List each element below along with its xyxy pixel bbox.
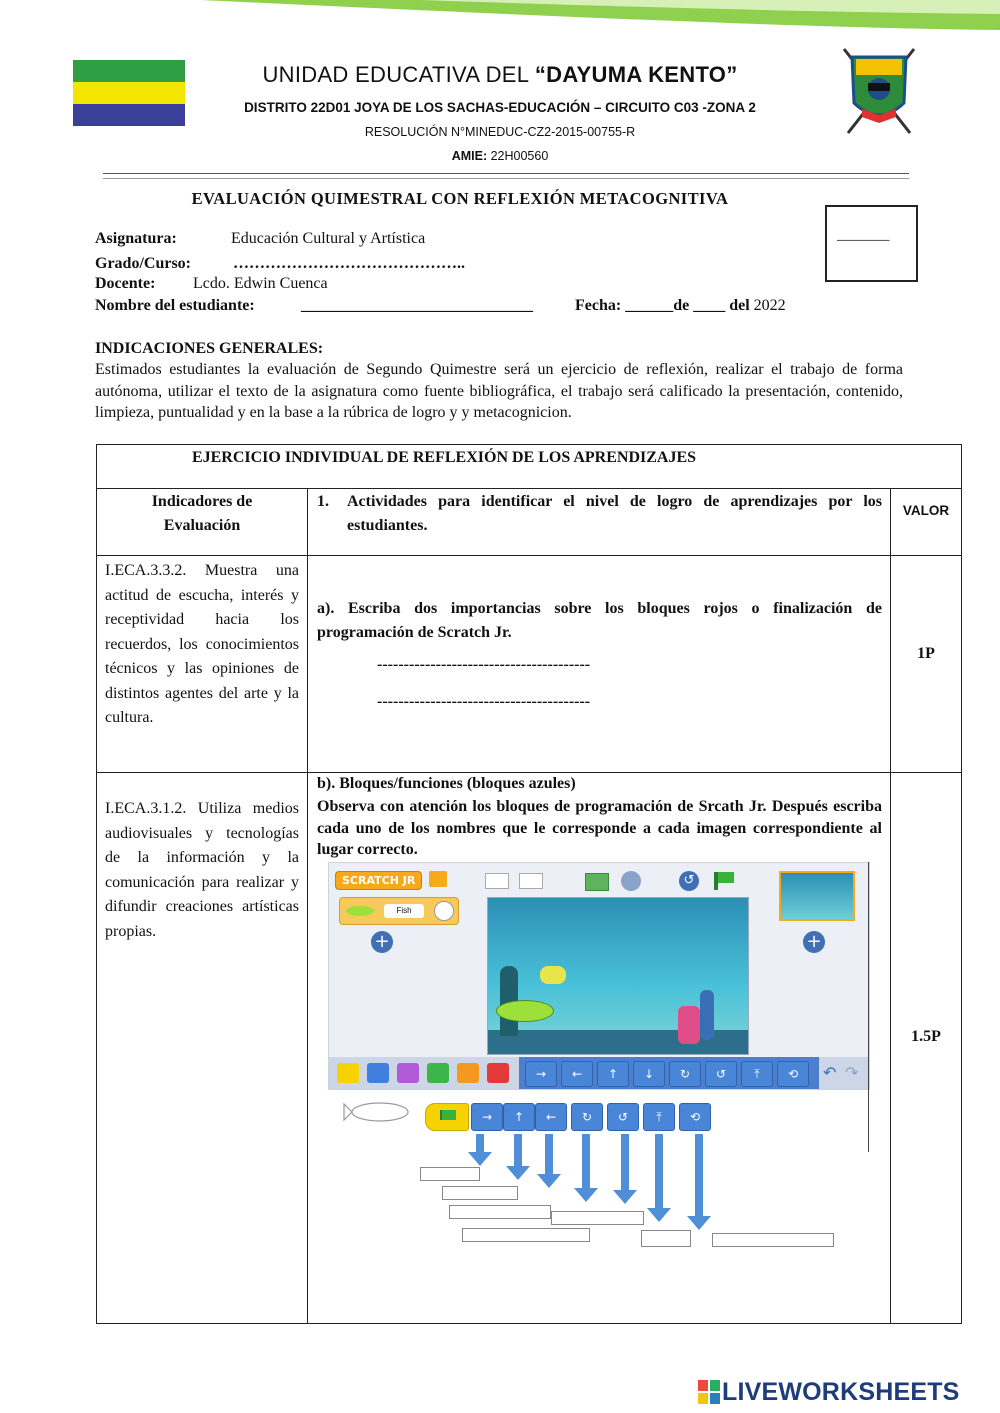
ecuador-province-flag (73, 60, 185, 126)
col-activities-num: 1. (317, 493, 329, 510)
instructions-heading: INDICACIONES GENERALES: (95, 340, 324, 357)
subject-value: Educación Cultural y Artística (231, 230, 426, 247)
background-icon[interactable] (585, 873, 609, 891)
script-block-move-right[interactable]: → (471, 1103, 503, 1131)
arrow-5-head (613, 1190, 637, 1204)
palette-category-sound[interactable] (427, 1063, 449, 1083)
grade-label: Grado/Curso: (95, 255, 191, 272)
script-block-strip (425, 1103, 715, 1131)
text-icon[interactable] (621, 871, 641, 891)
table-col-line-1 (307, 488, 308, 1324)
script-flag-icon (440, 1110, 456, 1120)
arrow-2-shaft (514, 1134, 522, 1168)
date-label: Fecha: (575, 297, 622, 314)
answer-box-4[interactable] (551, 1211, 644, 1225)
fish-sprite[interactable] (496, 1000, 554, 1022)
palette-category-control[interactable] (457, 1063, 479, 1083)
row2-value: 1.5P (911, 1028, 941, 1045)
school-crest-logo (838, 45, 920, 137)
block-palette-bar (329, 1057, 870, 1090)
palette-block-move-down[interactable]: ↓ (633, 1061, 665, 1087)
arrow-6-head (647, 1208, 671, 1222)
script-block-turn-right[interactable]: ↻ (571, 1103, 603, 1131)
row1-question: a). Escriba dos importancias sobre los bloques rojos o finalización de programación de Scratch Jr. (317, 600, 882, 641)
school-prefix: UNIDAD EDUCATIVA DEL (262, 62, 535, 87)
arrow-7-shaft (695, 1134, 703, 1218)
evaluation-title: EVALUACIÓN QUIMESTRAL CON REFLEXIÓN METACOGNITIVA (191, 189, 729, 208)
answer-box-2[interactable] (442, 1186, 518, 1200)
reset-icon[interactable]: ↺ (679, 871, 699, 891)
script-block-hop[interactable]: ⤒ (643, 1103, 675, 1131)
table-col-line-2 (890, 488, 891, 1324)
answer-box-3[interactable] (449, 1205, 551, 1219)
green-flag-cloth-icon[interactable] (718, 872, 734, 883)
answer-box-1[interactable] (420, 1167, 480, 1181)
arrow-4-shaft (582, 1134, 590, 1190)
row1-value: 1P (917, 645, 935, 662)
palette-block-turn-right[interactable]: ↻ (669, 1061, 701, 1087)
flag-stripe-blue (73, 104, 185, 126)
grade-row (95, 255, 515, 273)
palette-category-end[interactable] (487, 1063, 509, 1083)
table-line-3 (96, 772, 962, 773)
arrow-5-shaft (621, 1134, 629, 1192)
student-line: _____________________________ (301, 297, 533, 314)
table-line-1 (96, 488, 962, 489)
row2-indicator: I.ECA.3.1.2. Utiliza medios audiovisuales y tecnologías de la información y la comunicación para realizar y difundir creaciones artísticas propias. (105, 800, 299, 940)
subject-row (95, 230, 426, 248)
fish-outline-icon (342, 1096, 414, 1128)
top-wave-decoration (0, 0, 1000, 40)
palette-block-move-up[interactable]: ↑ (597, 1061, 629, 1087)
palette-category-motion[interactable] (367, 1063, 389, 1083)
row2-question-title: b). Bloques/funciones (bloques azules) (317, 775, 576, 792)
arrow-3-shaft (545, 1134, 553, 1176)
arrow-7-head (687, 1216, 711, 1230)
arrow-6-shaft (655, 1134, 663, 1210)
subject-label: Asignatura: (95, 230, 177, 247)
coral-pink (678, 1006, 700, 1044)
date-del: del (729, 297, 750, 314)
fullscreen-icon[interactable] (485, 873, 509, 889)
col-value-header: VALOR (902, 503, 950, 518)
school-title (185, 62, 815, 88)
sprite-name: Fish (384, 904, 424, 918)
teacher-value: Lcdo. Edwin Cuenca (193, 275, 328, 292)
scratch-logo: SCRATCH JR (335, 871, 422, 890)
redo-icon[interactable]: ↷ (845, 1063, 859, 1082)
row1-answer-line-1: ---------------------------------------- (377, 656, 591, 673)
grid-icon[interactable] (519, 873, 543, 889)
arrow-4-head (574, 1188, 598, 1202)
date-de: de (673, 297, 690, 314)
date-blank-month: ____ (693, 297, 726, 314)
col-indicators-header: Indicadores de Evaluación (151, 493, 253, 534)
teacher-row (95, 275, 495, 293)
date-group (575, 297, 786, 315)
add-scene-button[interactable]: + (803, 931, 825, 953)
add-sprite-button[interactable]: + (371, 931, 393, 953)
amie-line (185, 149, 815, 163)
table-line-2 (96, 555, 962, 556)
liveworksheets-logo-icon (698, 1380, 720, 1404)
palette-category-looks[interactable] (397, 1063, 419, 1083)
amie-value: 22H00560 (487, 149, 549, 163)
script-block-move-up[interactable]: ↑ (503, 1103, 535, 1131)
grade-value: …………………………………….. (233, 255, 465, 272)
palette-block-move-right[interactable]: → (525, 1061, 557, 1087)
district-line: DISTRITO 22D01 JOYA DE LOS SACHAS-EDUCACIÓN – CIRCUITO C03 -ZONA 2 (244, 100, 756, 115)
header-divider-bottom (103, 178, 909, 179)
arrow-3-head (537, 1174, 561, 1188)
student-row (95, 297, 835, 315)
undo-icon[interactable]: ↶ (823, 1063, 837, 1082)
paint-brush-icon[interactable] (434, 901, 454, 921)
coral-yellow (540, 966, 566, 984)
script-block-go-home[interactable]: ⟲ (679, 1103, 711, 1131)
liveworksheets-logo-text: LIVEWORKSHEETS (722, 1378, 960, 1406)
arrow-2-head (506, 1166, 530, 1180)
sprite-card[interactable] (339, 897, 459, 925)
answer-box-5[interactable] (462, 1228, 590, 1242)
script-block-move-left[interactable]: ← (535, 1103, 567, 1131)
answer-box-6[interactable] (641, 1230, 691, 1247)
script-green-flag-block[interactable] (425, 1103, 469, 1131)
palette-block-go-home[interactable]: ⟲ (777, 1061, 809, 1087)
arrow-1-shaft (476, 1134, 484, 1154)
palette-block-hop[interactable]: ⤒ (741, 1061, 773, 1087)
answer-box-7[interactable] (712, 1233, 834, 1247)
school-name: “DAYUMA KENTO” (534, 62, 738, 87)
scratch-jr-screenshot (328, 862, 870, 1090)
date-blank-day: ______ (625, 297, 674, 314)
palette-category-triggers[interactable] (337, 1063, 359, 1083)
flag-stripe-yellow (73, 82, 185, 104)
teacher-label: Docente: (95, 275, 156, 292)
home-icon[interactable] (429, 871, 447, 887)
date-year: 2022 (749, 297, 786, 314)
grade-box-line: _______ (837, 227, 890, 243)
palette-block-move-left[interactable]: ← (561, 1061, 593, 1087)
student-label: Nombre del estudiante: (95, 297, 255, 314)
coral-blue (700, 990, 714, 1040)
row1-indicator: I.ECA.3.3.2. Muestra una actitud de escucha, interés y receptividad hacia los recuerdos, los conocimientos técnicos y las opiniones de distintos agentes del arte y la cultura. (105, 562, 299, 726)
flag-stripe-green (73, 60, 185, 82)
row1-answer-line-2: ---------------------------------------- (377, 693, 591, 710)
scene-thumbnail[interactable] (779, 871, 855, 921)
instructions-text: Estimados estudiantes la evaluación de Segundo Quimestre será un ejercicio de reflexión, realizar el trabajo de forma autónoma, utilizar el texto de la asignatura como fuente bibliográfica, el trabajo será calificado la presentación, contenido, limpieza, puntualidad y en la base a la rúbrica de logro y y metacognicion. (95, 361, 903, 421)
grade-box (825, 205, 918, 282)
row2-question-text: Observa con atención los bloques de programación de Srcath Jr. Después escriba cada uno de los nombres que le corresponde a cada imagen correspondiente al lugar correcto. (317, 798, 882, 858)
stage-underwater (487, 897, 749, 1055)
arrow-1-head (468, 1152, 492, 1166)
col-activities-header: Actividades para identificar el nivel de logro de aprendizajes por los estudiantes. (347, 493, 882, 534)
fish-sprite-icon (346, 906, 374, 916)
header-divider-top (103, 173, 909, 174)
script-block-turn-left[interactable]: ↺ (607, 1103, 639, 1131)
screenshot-edge-line (868, 862, 869, 1152)
table-title: EJERCICIO INDIVIDUAL DE REFLEXIÓN DE LOS APRENDIZAJES (191, 449, 697, 466)
palette-block-turn-left[interactable]: ↺ (705, 1061, 737, 1087)
resolution-line: RESOLUCIÓN N°MINEDUC-CZ2-2015-00755-R (364, 125, 636, 139)
amie-label: AMIE: (451, 149, 488, 163)
